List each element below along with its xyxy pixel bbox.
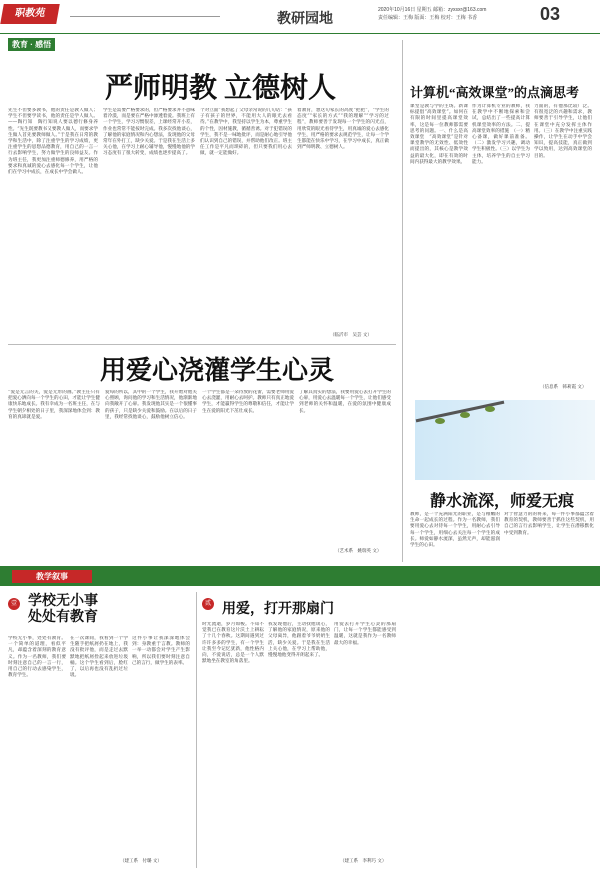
story1-col2: 在一次课间，我看到一个学生随手把纸屑扔在地上，我没有批评他，而是走过去默默地把纸屑捡起来放进垃圾桶。这个学生看到后，脸红了，以后再也没有乱扔过垃圾。 <box>70 636 128 679</box>
article1-byline: （临沂市 吴芸 文） <box>330 333 372 338</box>
banner-label: 教学叙事 <box>12 570 92 583</box>
article4-col1: 教师，是一个充满阳光的职业，是与稚嫩的生命一起成长的过程。作为一名教师，我们要用爱心去对待每一个学生，用耐心去引导每一个学生，用细心去关注每一个学生的成长。师爱如静水流深，虽然无声，却能滋润学生的心田。 <box>410 512 500 549</box>
story1-col3: 这件小事让我深深地体会到：身教重于言教。教师的一举一动都会对学生产生影响，所以我们要时刻注意自己的言行，做学生的表率。 <box>132 636 190 666</box>
article2-col2: 爱每的所以，其中的一个学生，我开始对他关心照顾，询问他的学习和生活情况，他渐渐地向我敞开了心扉。我发现他其实是一个很懂事的孩子，只是缺少关爱和鼓励。在以后的日子里，我经常找他谈心，鼓励他树立信心。 <box>105 390 197 420</box>
article4-col2: 对于智慧力的的将来，每一件小事都蕴含着教育的契机，教师要善于抓住这些契机，用自己的言行去影响学生，让学生在潜移默化中受到教育。 <box>504 512 594 536</box>
story2-col1: 时光流逝，岁月如梭。不知不觉我已在教育这片沃土上耕耘了十几个春秋。这期间遇到过许许多多的学生，有一个学生让我至今记忆犹新，他性格内向，不爱说话，总是一个人默默地坐在教室的角落里。 <box>202 622 264 665</box>
story-divider <box>196 592 197 868</box>
story1-number: 壹 <box>8 598 20 610</box>
story2-col2: 我发现他后，主动找他谈心，了解他的家庭情况，原来他的父母离异，他跟着爷爷奶奶生活，缺少关爱。于是我在生活上关心他，在学习上帮助他，慢慢地他变得开朗起来了。 <box>268 622 330 659</box>
article2-col4: 了解其真实的想法，我要用爱心去打开学生的心扉，用爱心去温暖每一个学生，让他们感受到老师的关怀和温暖，在爱的氛围中健康成长。 <box>299 390 391 414</box>
page-header <box>0 0 600 34</box>
story2-title: 用爱，打开那扇门 <box>222 602 334 617</box>
article3-title: 计算机“高效课堂”的点滴思考 <box>410 85 580 100</box>
leaf-shape <box>435 418 445 424</box>
story2-col3: 用爱去打开学生心灵的那扇门，让每一个学生都能感受到温暖，这就是我作为一名教师最大的幸福。 <box>334 622 396 646</box>
masthead-logo: 职教苑 <box>0 4 60 24</box>
story1-title: 学校无小事 处处有教育 <box>28 594 98 625</box>
article3-col3: 力面的，有他那比较广泛。有很宽泛的兴趣和需求，教师要善于引导学生，让他们在课堂中充分发挥主体作用。（三）在教学中注重实践操作，让学生在动手中学会知识，提高技能，真正做到学以致用，达到高效课堂的目的。 <box>534 104 592 159</box>
leaf-shape <box>460 412 470 418</box>
article2-title: 用爱心浇灌学生心灵 <box>100 356 335 385</box>
header-meta-line2: 责任编辑：王梅 版面：王梅 校对：王梅 书香 <box>378 15 478 21</box>
header-rule-left <box>70 16 220 17</box>
section-divider <box>8 344 396 345</box>
branch-illustration <box>415 400 595 480</box>
article1-col2: 学生是需要严格要求的，但严格要求并不意味着冷漠，而是要在严格中渗透着爱。我班上有一个学生，学习习惯很差，上课经常开小差，作业也常常不能按时完成。我多次找他谈心，了解他的家庭情况和内心想法，发现他的父母常年在外打工，缺少关爱。于是我在生活上多关心他，在学习上耐心辅导他，慢慢地他的学习态度有了很大转变，成绩也逐步提高了。 <box>103 108 195 157</box>
column-divider <box>402 40 403 562</box>
story1-byline: （建工系 付璐 文） <box>120 859 162 864</box>
article3-byline: （信息系 韩莉霞 文） <box>540 385 587 390</box>
page-number: 03 <box>540 4 561 24</box>
header-meta <box>378 6 538 22</box>
column-label: 教育 · 感悟 <box>8 38 55 51</box>
article3-col1: 课堂是教与学的主场。新课标提倡“高效课堂”。如何在有限的时间里提高课堂效率，这是每一位教师都需要思考的问题。一、什么是高效课堂 “高效课堂”是针对课堂教学的无效性、低效性而提出的，其核心是教学效益的最大化，即在有效的时间内获得最大的教学效果。 <box>410 104 468 165</box>
article1-col1: 先生不但要多教书，他的责任是教人做人；学生不但要学读书，他的责任是学人做人。——陶行知 陶行知说人要以德行修身养性。“先生既要教书又要教人做人，而要求学生做人首先要教师做人。”于是我在日常的教学和生活中，除了注重学生的学习成绩，更注重学生的思想品德教育，用自己的一言一行去影响学生，努力做学生的良师益友。作为班主任，我更加注重师德修养，用严格的要求和真诚的爱心去感化每一个学生，让他们在学习中成长，在成长中学会做人。 <box>8 108 98 176</box>
story2-byline: （建工系 李利巧 文） <box>340 859 387 864</box>
story2-number: 贰 <box>202 598 214 610</box>
story1-col1: 学校无小事，处处有教育。一个简单的道理，看似平凡，却蕴含着深刻的教育意义。作为一名教师，我们要时刻注意自己的一言一行，用自己的行动去感染学生，教育学生。 <box>8 636 66 679</box>
article4-title: 静水流深，师爱无痕 <box>430 493 575 510</box>
article2-byline: （艺术系 姚瑞英 文） <box>335 549 382 554</box>
article3-col2: 作为计算机专业的教师，我在教学中不断地探索和尝试，总结出了一些提高计算机课堂效率的方法。二、提高课堂效率的措施 （一）精心备课，做好课前准备。（二）激发学习兴趣，调动学生积极性。（三）以学生为主体，培养学生的自主学习能力。 <box>472 104 530 165</box>
article2-col3: 一个学生都是一朵待放的花蕾，需要老师用爱心去浇灌，用耐心去呵护。教师只有真正地爱学生，才能赢得学生的尊敬和信任，才能让学生在爱的阳光下茁壮成长。 <box>202 390 294 414</box>
header-meta-line1: 2020年10月16日 星期五 邮箱：zyxsxr@163.com <box>378 7 487 13</box>
article2-col1: “爱是无言的关，爱是无形的画。”教主任只有把爱心洒向每一个学生的心田，才能让学生健康快乐地成长。我有幸成为一名班主任，在与学生朝夕相处的日子里，我深深地体会到：教育的真谛就是爱。 <box>8 390 100 420</box>
article1-title: 严师明教 立德树人 <box>105 73 337 104</box>
section-name: 教研园地 <box>277 12 333 27</box>
article1-col4: 着教育，想这句家长的高度“把把”，“学生的态度”“家长的方式”“我的理解”“学习的过程”，教师要善于发现每一个学生的闪光点，用欣赏的眼光看待学生，用真诚的爱心去感化学生，用严格的要求去规范学生，让每一个学生都能在快乐中学习，在学习中成长，真正做到严师明教、立德树人。 <box>297 108 389 151</box>
leaf-shape <box>485 406 495 412</box>
article1-col3: 个对立面”我想起了父母亲常说的几句话：“孩子有孩子的世界，不能用大人的眼光去看待。”在教学中，我坚持以学生为本，尊重学生的个性，因材施教，循循善诱。对于犯错误的学生，我不是一味地批评，而是耐心地引导他们认识到自己的错误，并帮助他们改正。班主任工作是平凡而琐碎的，但只要我们用心去做，就一定能做好。 <box>200 108 292 157</box>
